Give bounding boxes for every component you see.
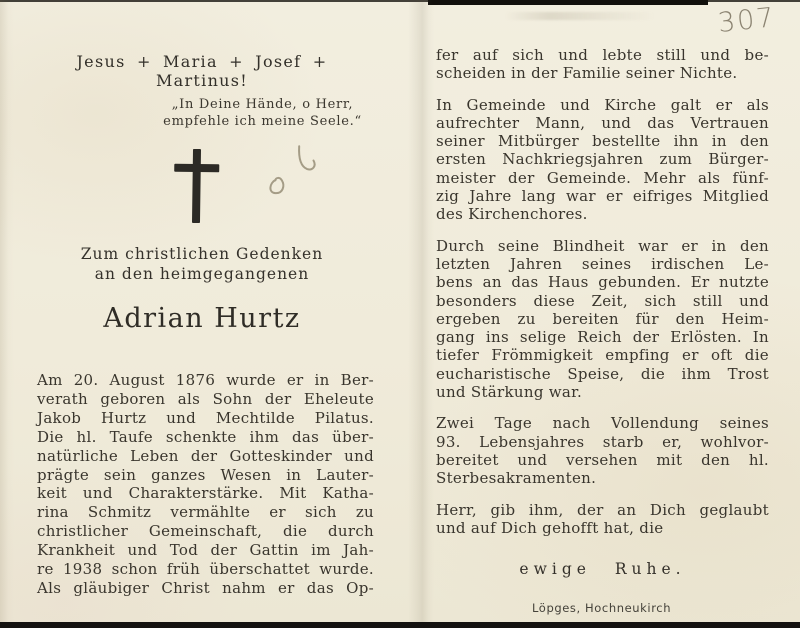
- scan-edge-bottom: [0, 622, 800, 628]
- text-line: besonders diese Zeit, sich still und: [436, 291, 769, 310]
- pencil-smudge: [505, 12, 655, 20]
- paragraph: [436, 414, 769, 487]
- memorial-line-2: an den heimgegangenen: [94, 265, 310, 283]
- printer-mark: Löpges, Hochneukirch: [532, 601, 672, 615]
- text-line: Als gläubiger Christ nahm er das Op-: [37, 578, 374, 597]
- text-line: scheiden in der Familie seiner Nichte.: [436, 64, 738, 83]
- dedication-quote: [140, 96, 385, 130]
- text-line: rina Schmitz vermählte er sich zu: [37, 503, 374, 522]
- paragraph: [436, 237, 769, 402]
- memorial-line-1: Zum christlichen Gedenken: [80, 245, 324, 263]
- text-line: meister der Gemeinde. Mehr als fünf-: [436, 168, 769, 187]
- text-line: letzten Jahren seines irdischen Le-: [436, 254, 769, 273]
- text-line: seiner Mitbürger bestellte ihn in den: [436, 132, 769, 151]
- text-line: Sterbesakramenten.: [436, 469, 597, 488]
- text-line: In Gemeinde und Kirche galt er als: [436, 95, 769, 114]
- text-line: und auf Dich gehofft hat, die: [436, 518, 664, 537]
- paragraphs-container: [436, 46, 769, 537]
- biography-paragraph: [37, 371, 374, 598]
- latin-cross-icon: [170, 149, 222, 223]
- paragraph: [436, 501, 769, 538]
- invocation-line: Jesus + Maria + Josef + Martinus!: [76, 52, 328, 90]
- quote-line-2: empfehle ich meine Seele.“: [163, 114, 362, 129]
- right-page-text: [436, 46, 769, 578]
- text-line: aufrechter Mann, und das Vertrauen: [436, 113, 769, 132]
- text-line: prägte sein ganzes Wesen in Lauter-: [37, 465, 374, 484]
- text-line: gang ins selige Reich der Erlösten. In: [436, 328, 769, 347]
- quote-line-1: „In Deine Hände, o Herr,: [171, 97, 354, 112]
- text-line: eucharistische Speise, die ihm Trost: [436, 364, 769, 383]
- text-line: bereitet und versehen mit den hl.: [436, 450, 769, 469]
- text-line: des Kirchenchores.: [436, 205, 588, 224]
- deceased-name: Adrian Hurtz: [103, 303, 301, 334]
- text-line: Zwei Tage nach Vollendung seines: [436, 414, 769, 433]
- paper-edge-shade: [0, 0, 14, 628]
- text-line: fer auf sich und lebte still und be-: [436, 46, 769, 64]
- text-line: natürliche Leben der Gotteskinder und: [37, 446, 374, 465]
- text-line: Am 20. August 1876 wurde er in Ber-: [37, 371, 374, 389]
- text-line: und Stärkung war.: [436, 383, 583, 402]
- text-line: Krankheit und Tod der Gattin im Jah-: [37, 541, 374, 560]
- text-line: Die hl. Taufe schenkte ihm das über-: [37, 427, 374, 446]
- text-line: re 1938 schon früh überschattet wurde.: [37, 560, 374, 579]
- text-line: bens an das Haus gebunden. Er nutzte: [436, 273, 769, 292]
- text-line: ergeben zu bereiten für den Heim-: [436, 309, 769, 328]
- paragraph: [436, 46, 769, 83]
- text-line: ersten Nachkriegsjahren zum Bürger-: [436, 150, 769, 169]
- text-line: Durch seine Blindheit war er in den: [436, 236, 769, 255]
- text-line: christlicher Gemeinschaft, die durch: [37, 522, 374, 541]
- pencil-scribble: [253, 135, 333, 204]
- text-line: 93. Lebensjahres starb er, wohlvor-: [436, 432, 769, 451]
- text-line: tiefer Frömmigkeit empfing er oft die: [436, 346, 769, 365]
- center-fold: [408, 0, 434, 628]
- memorial-dedication: [28, 244, 376, 284]
- text-line: zig Jahre lang war er eifriges Mitglied: [436, 187, 769, 206]
- closing-prayer-line: ewige Ruhe.: [519, 560, 686, 579]
- text-line: Jakob Hurtz und Mechtilde Pilatus.: [37, 408, 374, 427]
- text-line: keit und Charakterstärke. Mit Katha-: [37, 484, 374, 503]
- paragraph: [436, 96, 769, 224]
- handwritten-page-number: 307: [716, 2, 778, 39]
- text-line: Herr, gib ihm, der an Dich geglaubt: [436, 500, 769, 519]
- scan-edge-top-segment: [428, 0, 708, 5]
- text-line: verath geboren als Sohn der Eheleute: [37, 389, 374, 408]
